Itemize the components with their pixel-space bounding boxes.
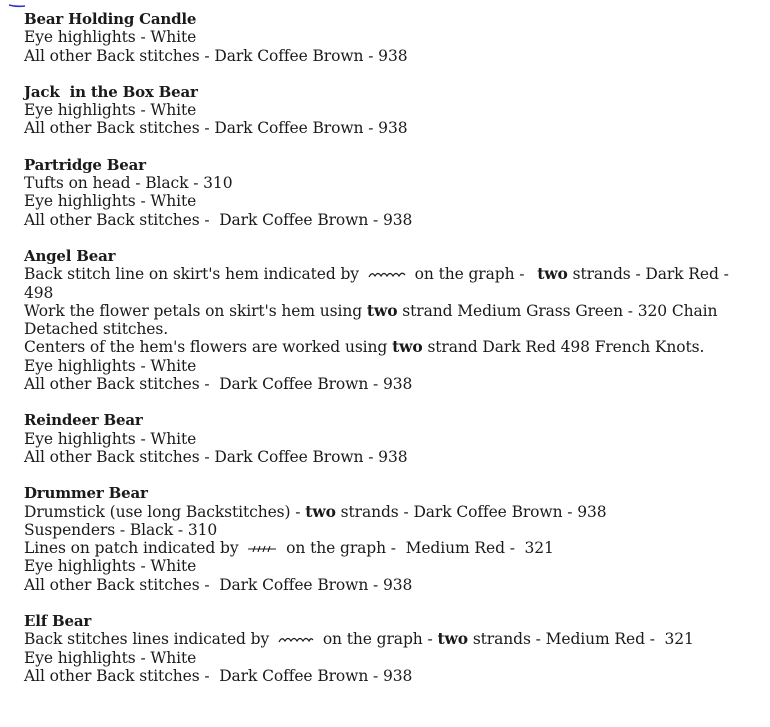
instruction-line: All other Back stitches - Dark Coffee Brown - 938 bbox=[24, 210, 413, 229]
instruction-line: Suspenders - Black - 310 bbox=[24, 520, 218, 539]
section-title: Drummer Bear bbox=[24, 484, 148, 503]
section-drummer-bear bbox=[24, 484, 754, 594]
section-title: Partridge Bear bbox=[24, 155, 146, 174]
wavy-line-symbol-icon bbox=[278, 635, 314, 645]
instruction-line: Eye highlights - White bbox=[24, 557, 197, 576]
line-text: Back stitches lines indicated by bbox=[24, 630, 270, 649]
section-title: Angel Bear bbox=[24, 246, 116, 265]
instruction-line: All other Back stitches - Dark Coffee Brown - 938 bbox=[24, 46, 408, 65]
line-text: Back stitch line on skirt's hem indicated by bbox=[24, 265, 359, 284]
instruction-line: All other Back stitches - Dark Coffee Brown - 938 bbox=[24, 375, 413, 394]
document-body bbox=[24, 10, 754, 703]
line-text: strand Dark Red 498 French Knots. bbox=[427, 338, 705, 357]
line-text: strands - Dark Red - 498 bbox=[24, 265, 729, 302]
emphasis-text: two bbox=[537, 264, 568, 284]
section-angel-bear bbox=[24, 247, 754, 393]
instruction-line: Eye highlights - White bbox=[24, 192, 197, 211]
instruction-line: All other Back stitches - Dark Coffee Brown - 938 bbox=[24, 119, 408, 138]
line-text: Drumstick (use long Backstitches) - bbox=[24, 502, 301, 521]
pen-mark bbox=[8, 3, 26, 9]
section-title: Reindeer Bear bbox=[24, 411, 143, 430]
emphasis-text: two bbox=[437, 629, 468, 649]
section-elf-bear bbox=[24, 612, 754, 685]
instruction-line bbox=[24, 503, 754, 521]
instruction-line: All other Back stitches - Dark Coffee Brown - 938 bbox=[24, 575, 413, 594]
instruction-line: Eye highlights - White bbox=[24, 648, 197, 667]
line-text: strand Medium Grass Green - 320 Chain Detached stitches. bbox=[24, 301, 718, 339]
instruction-line bbox=[24, 302, 754, 339]
line-text: strands - Medium Red - 321 bbox=[472, 630, 694, 649]
line-text: on the graph - bbox=[322, 630, 433, 649]
instruction-line: Eye highlights - White bbox=[24, 101, 197, 120]
wavy-line-symbol-icon bbox=[368, 270, 406, 280]
line-text: strands - Dark Coffee Brown - 938 bbox=[340, 502, 607, 521]
section-title: Elf Bear bbox=[24, 612, 92, 631]
instruction-line bbox=[24, 338, 754, 356]
instruction-line: Eye highlights - White bbox=[24, 356, 197, 375]
instruction-line bbox=[24, 265, 744, 302]
emphasis-text: two bbox=[305, 501, 336, 521]
line-text: on the graph - Medium Red - 321 bbox=[286, 539, 554, 558]
instruction-line: Eye highlights - White bbox=[24, 28, 197, 47]
instruction-line bbox=[24, 539, 754, 557]
crossed-line-symbol-icon bbox=[247, 544, 277, 554]
instruction-line: All other Back stitches - Dark Coffee Brown - 938 bbox=[24, 447, 408, 466]
section-bear-holding-candle bbox=[24, 10, 754, 65]
section-jack-in-the-box-bear bbox=[24, 83, 754, 138]
instruction-line bbox=[24, 630, 754, 648]
line-text: on the graph - bbox=[414, 265, 525, 284]
line-text: Lines on patch indicated by bbox=[24, 539, 239, 558]
section-partridge-bear bbox=[24, 156, 754, 229]
section-reindeer-bear bbox=[24, 411, 754, 466]
emphasis-text: two bbox=[392, 337, 423, 357]
line-text: Work the flower petals on skirt's hem using bbox=[24, 301, 363, 320]
emphasis-text: two bbox=[366, 300, 398, 320]
section-title: Jack in the Box Bear bbox=[24, 82, 198, 101]
section-title: Bear Holding Candle bbox=[24, 10, 197, 28]
line-text: Centers of the hem's flowers are worked using bbox=[24, 338, 388, 357]
instruction-line: Tufts on head - Black - 310 bbox=[24, 174, 233, 193]
instruction-line: Eye highlights - White bbox=[24, 429, 197, 448]
instruction-line: All other Back stitches - Dark Coffee Brown - 938 bbox=[24, 666, 413, 685]
